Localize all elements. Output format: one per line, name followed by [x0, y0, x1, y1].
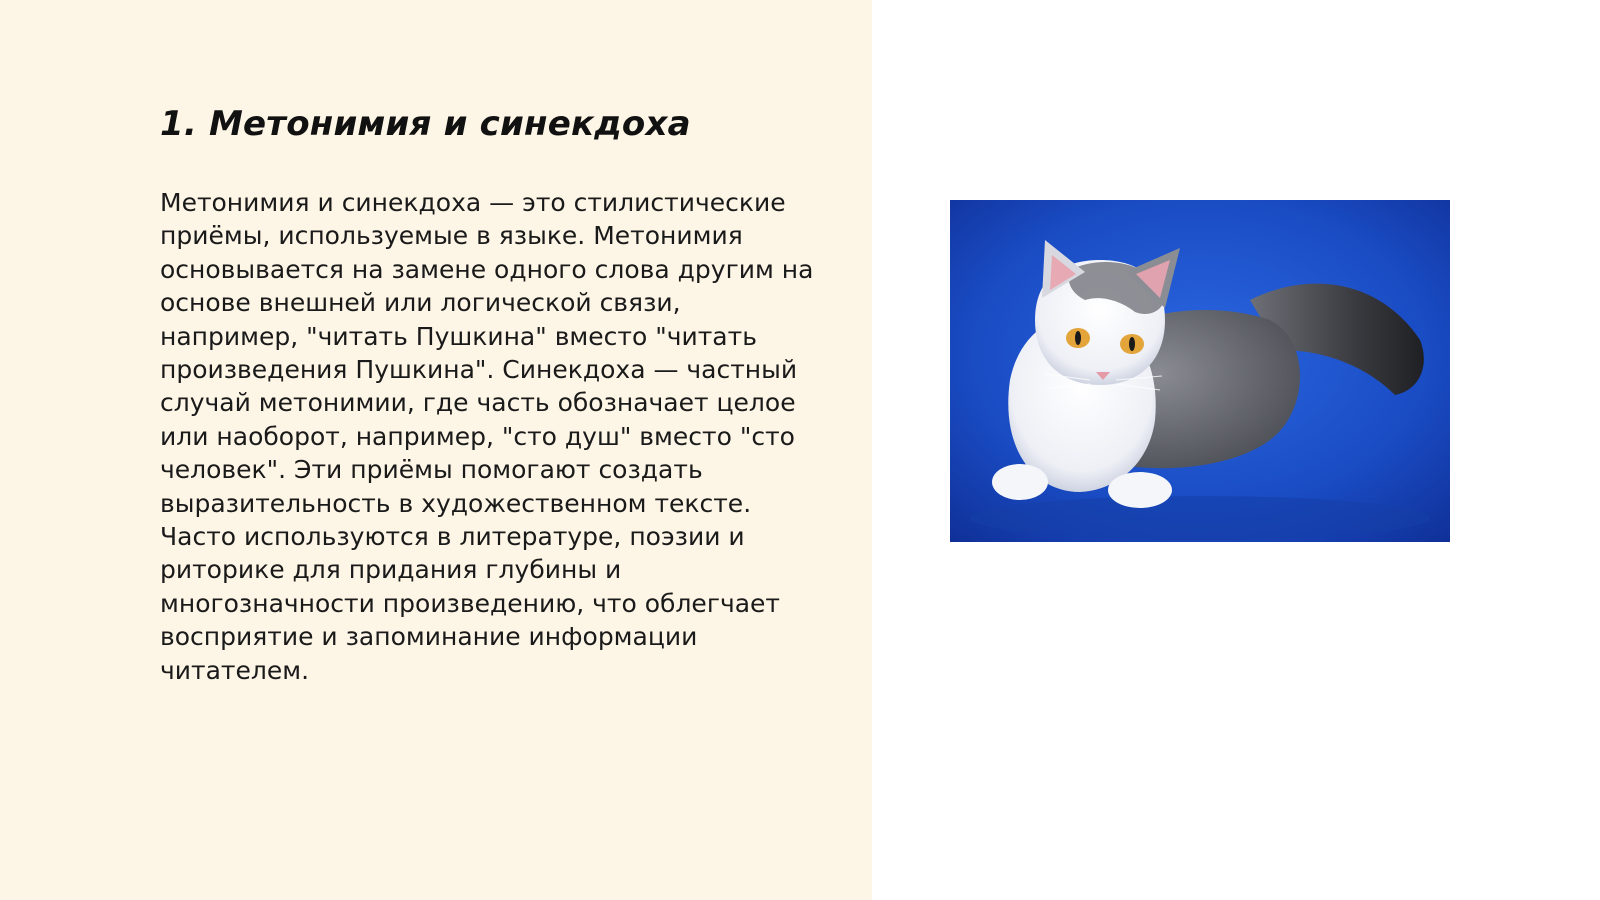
slide-title: 1. Метонимия и синекдоха — [160, 104, 691, 144]
cat-photo — [950, 200, 1450, 542]
slide-body-text: Метонимия и синекдоха — это стилистические приёмы, используемые в языке. Метонимия основывается на замене одного слова другим на основе внешней или логической связи, например, "читать Пушкина" вместо "читать произведения Пушкина". Синекдоха — частный случай метонимии, где часть обозначает целое или наоборот, например, "сто душ" вместо "сто человек". Эти приёмы помогают создать выразительность в художественном тексте. Часто используются в литературе, поэзии и риторике для придания глубины и многозначности произведению, что облегчает восприятие и запоминание информации читателем. — [160, 188, 814, 685]
cat-paw-right — [1108, 472, 1172, 508]
cat-paw-left — [992, 464, 1048, 500]
